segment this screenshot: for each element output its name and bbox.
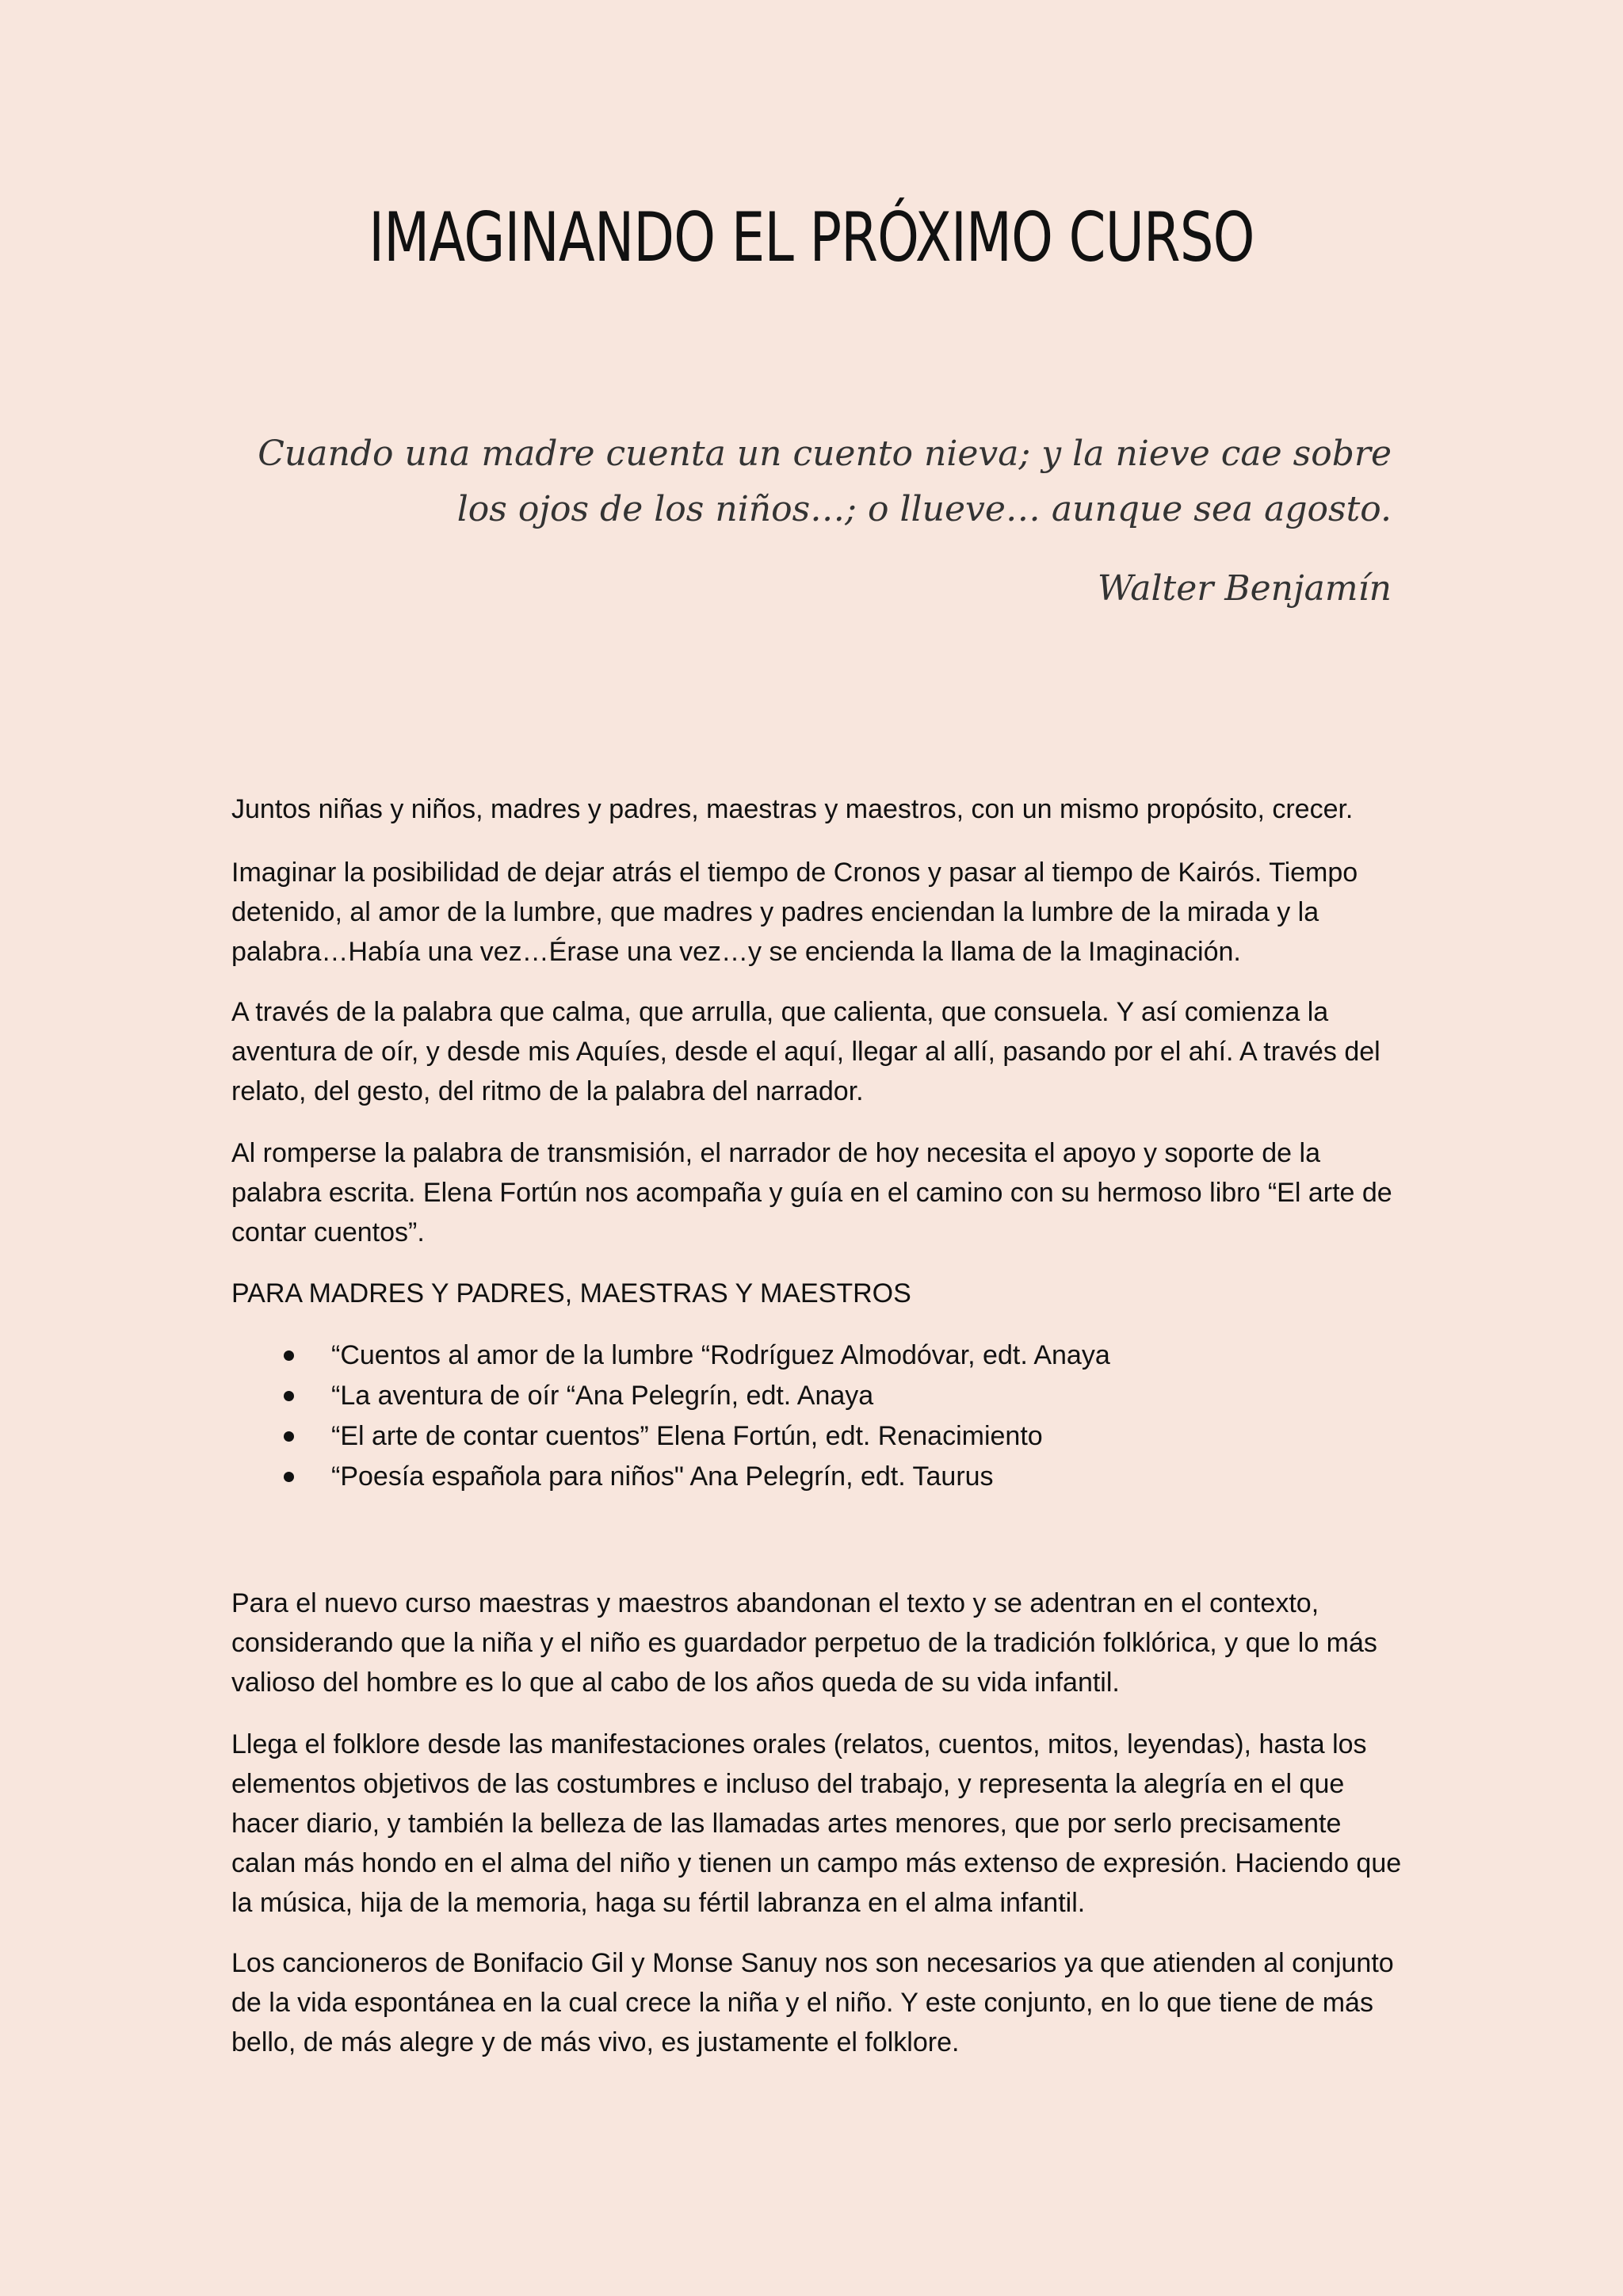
paragraph: Para el nuevo curso maestras y maestros abandonan el texto y se adentran en el contexto, considerando que la niña y el niño es guardador perpetuo de la tradición folklórica, y que lo más valioso del hombre es lo que al cabo de los años queda de su vida infantil.: [231, 1588, 1377, 1698]
list-item: [231, 1376, 1404, 1416]
book-list: [231, 1335, 1404, 1497]
epigraph-line-2: los ojos de los niños…; o llueve… aunque sea agosto.: [456, 489, 1392, 529]
book-reference: “Cuentos al amor de la lumbre “Rodríguez Almodóvar, edt. Anaya: [331, 1340, 1110, 1370]
epigraph-quote: [203, 426, 1392, 537]
bullet-icon: [284, 1350, 294, 1361]
paragraph: Los cancioneros de Bonifacio Gil y Monse Sanuy nos son necesarios ya que atienden al conjunto de la vida espontánea en la cual crece la niña y el niño. Y este conjunto, en lo que tiene de más bello, de más alegre y de más vivo, es justamente el folklore.: [231, 1948, 1394, 2057]
paragraph: A través de la palabra que calma, que arrulla, que calienta, que consuela. Y así comienza la aventura de oír, y desde mis Aquíes, desde el aquí, llegar al allí, pasando por el ahí. A través del relato, del gesto, del ritmo de la palabra del narrador.: [231, 997, 1381, 1106]
list-item: [231, 1457, 1404, 1497]
book-reference: “La aventura de oír “Ana Pelegrín, edt. Anaya: [331, 1381, 874, 1411]
book-reference: “Poesía española para niños" Ana Pelegrín, edt. Taurus: [331, 1461, 994, 1492]
list-item: [231, 1335, 1404, 1376]
list-heading: PARA MADRES Y PADRES, MAESTRAS Y MAESTROS: [231, 1278, 911, 1308]
paragraph: Al romperse la palabra de transmisión, el narrador de hoy necesita el apoyo y soporte de la palabra escrita. Elena Fortún nos acompaña y guía en el camino con su hermoso libro “El arte de contar cuentos”.: [231, 1138, 1392, 1247]
bullet-icon: [284, 1391, 294, 1401]
paragraph: Juntos niñas y niños, madres y padres, maestras y maestros, con un mismo propósito, crecer.: [231, 794, 1354, 824]
page-title: IMAGINANDO EL PRÓXIMO CURSO: [369, 198, 1254, 277]
paragraph: Imaginar la posibilidad de dejar atrás el tiempo de Cronos y pasar al tiempo de Kairós. Tiempo detenido, al amor de la lumbre, que madres y padres enciendan la lumbre de la mirada y la palabra…Había una vez…Érase una vez…y se encienda la llama de la Imaginación.: [231, 858, 1358, 967]
bullet-icon: [284, 1472, 294, 1482]
book-reference: “El arte de contar cuentos” Elena Fortún, edt. Renacimiento: [331, 1421, 1043, 1451]
paragraph: Llega el folklore desde las manifestaciones orales (relatos, cuentos, mitos, leyendas), hasta los elementos objetivos de las costumbres e incluso del trabajo, y representa la alegría en el que hacer diario, y también la belleza de las llamadas artes menores, que por serlo precisamente calan más hondo en el alma del niño y tienen un campo más extenso de expresión. Haciendo que la música, hija de la memoria, haga su fértil labranza en el alma infantil.: [231, 1729, 1402, 1918]
epigraph-line-1: Cuando una madre cuenta un cuento nieva; y la nieve cae sobre: [258, 434, 1392, 474]
bullet-icon: [284, 1431, 294, 1442]
list-item: [231, 1416, 1404, 1457]
epigraph-author: Walter Benjamín: [1097, 568, 1392, 609]
